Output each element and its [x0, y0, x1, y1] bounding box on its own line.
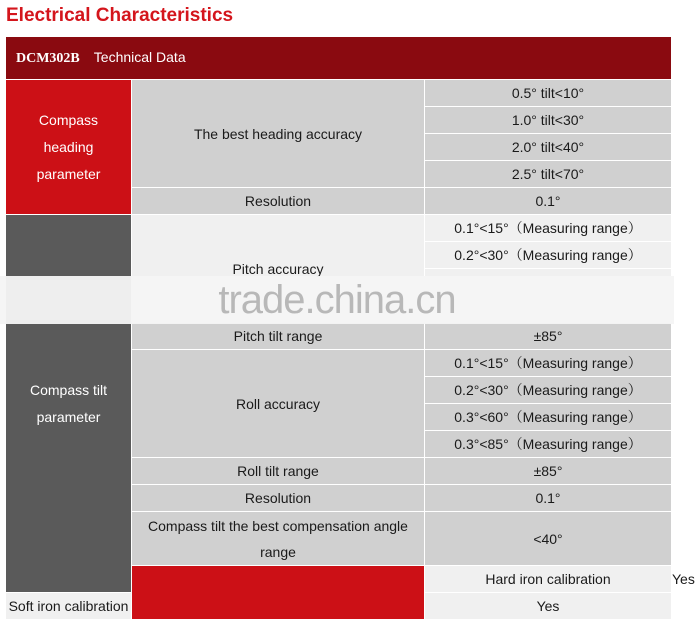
- heading-accuracy-value: 1.0° tilt<30°: [425, 107, 672, 134]
- model-name: DCM302B: [16, 51, 80, 66]
- heading-accuracy-value: 2.5° tilt<70°: [425, 161, 672, 188]
- compensation-angle-value: <40°: [425, 512, 672, 566]
- soft-iron-calibration-label: Soft iron calibration: [6, 593, 132, 620]
- roll-accuracy-value: 0.2°<30°（Measuring range）: [425, 377, 672, 404]
- heading-accuracy-label: The best heading accuracy: [132, 80, 425, 188]
- table-header-label: Technical Data: [93, 49, 186, 65]
- table-header: [6, 37, 672, 80]
- category-compass-heading: [6, 80, 132, 215]
- pitch-accuracy-value: 0.2°<30°（Measuring range）: [425, 242, 672, 269]
- tilt-resolution-value: 0.1°: [425, 485, 672, 512]
- category-compass-tilt: [6, 215, 132, 593]
- roll-accuracy-label: Roll accuracy: [132, 350, 425, 458]
- roll-accuracy-value: 0.3°<85°（Measuring range）: [425, 431, 672, 458]
- heading-resolution-value: 0.1°: [425, 188, 672, 215]
- heading-accuracy-value: 2.0° tilt<40°: [425, 134, 672, 161]
- soft-iron-calibration-value: Yes: [425, 593, 672, 620]
- page-title: Electrical Characteristics: [6, 5, 234, 26]
- compensation-label-line: range: [260, 543, 296, 560]
- pitch-accuracy-label: Pitch accuracy: [132, 215, 425, 323]
- pitch-accuracy-value: 0.1°<15°（Measuring range）: [425, 215, 672, 242]
- table-row: [6, 215, 672, 242]
- pitch-tilt-range-value: ±85°: [425, 323, 672, 350]
- roll-tilt-range-label: Roll tilt range: [132, 458, 425, 485]
- watermark: trade.china.cn: [218, 278, 456, 322]
- category-line: Compass: [38, 111, 99, 128]
- technical-data-table: [5, 36, 695, 620]
- heading-accuracy-value: 0.5° tilt<10°: [425, 80, 672, 107]
- table-row: [6, 80, 672, 107]
- hard-iron-calibration-label: Hard iron calibration: [425, 566, 672, 593]
- roll-accuracy-value: 0.3°<60°（Measuring range）: [425, 404, 672, 431]
- tilt-resolution-label: Resolution: [132, 485, 425, 512]
- table-header-row: [6, 37, 672, 80]
- category-line: parameter: [36, 165, 101, 182]
- category-calibration: [132, 566, 425, 620]
- compensation-angle-label: [132, 512, 425, 566]
- pitch-tilt-range-label: Pitch tilt range: [132, 323, 425, 350]
- roll-tilt-range-value: ±85°: [425, 458, 672, 485]
- heading-resolution-label: Resolution: [132, 188, 425, 215]
- table-row: Hard iron calibration Yes: [6, 566, 672, 593]
- category-line: heading: [43, 138, 94, 155]
- category-line: parameter: [36, 408, 101, 425]
- category-line: Compass tilt: [29, 381, 108, 398]
- compensation-label-line: Compass tilt the best compensation angle: [148, 517, 408, 534]
- roll-accuracy-value: 0.1°<15°（Measuring range）: [425, 350, 672, 377]
